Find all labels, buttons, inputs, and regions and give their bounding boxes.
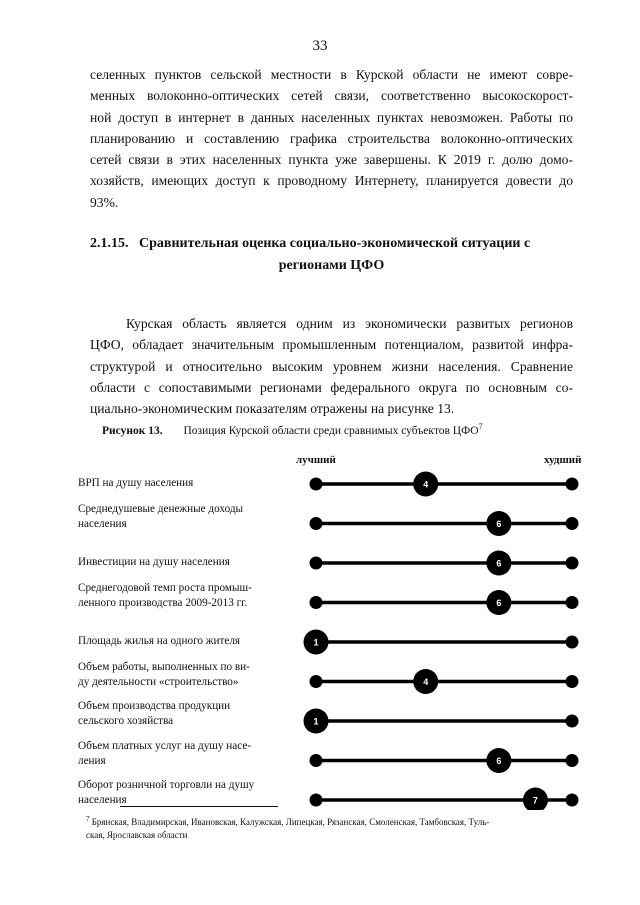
- section-heading: [90, 233, 573, 277]
- scale-endpoint-worst: [566, 596, 579, 609]
- scale-endpoint-best: [310, 754, 323, 767]
- section-title-line1: Сравнительная оценка социально-экономической ситуации с: [139, 236, 531, 251]
- scale-endpoint-best: [310, 794, 323, 807]
- rank-value: 4: [423, 677, 429, 687]
- indicator-label-line: Площадь жилья на одного жителя: [78, 635, 241, 647]
- indicator-label-line: Объем платных услуг на душу насе-: [78, 739, 252, 752]
- text-line: циально-экономическим показателям отражены на рисунке 13.: [90, 401, 455, 417]
- scale-worst-label: худший: [544, 454, 582, 466]
- text-line: менных волоконно-оптических сетей связи, соответственно высокоскорост-: [90, 88, 573, 104]
- indicator-label-line: ленного производства 2009-2013 гг.: [78, 596, 248, 609]
- text-line: сетей связи в этих населенных пункта уже завершены. К 2019 г. долю домо-: [90, 152, 573, 168]
- indicator-label-line: населения: [78, 517, 127, 530]
- indicator-label-line: ВРП на душу населения: [78, 477, 194, 489]
- intro-paragraph: [90, 64, 573, 213]
- text-line: планированию и составлению графика строительства волоконно-оптических: [90, 130, 573, 146]
- rank-value: 6: [496, 598, 502, 608]
- scale-endpoint-worst: [566, 517, 579, 530]
- indicator-label-line: Инвестиции на душу населения: [78, 556, 230, 568]
- scale-endpoint-worst: [566, 794, 579, 807]
- scale-endpoint-best: [310, 478, 323, 491]
- rank-value: 6: [496, 558, 502, 569]
- scale-endpoint-worst: [566, 557, 579, 570]
- indicator-label-line: ду деятельности «строительство»: [78, 675, 239, 688]
- indicator-label-line: ления: [78, 754, 106, 767]
- indicator-label-line: Среднегодовой темп роста промыш-: [78, 581, 252, 594]
- body-paragraph: [90, 313, 573, 419]
- text-line: области с сопоставимыми регионами федерального округа по основным со-: [90, 379, 573, 395]
- rank-value: 7: [532, 795, 538, 806]
- scale-endpoint-best: [310, 557, 323, 570]
- text-line: ной доступ в интернет в данных населенных пунктах невозможен. Работы по: [90, 109, 573, 125]
- text-line: структурой и относительно высоким уровнем жизни населения. Сравнение: [90, 358, 573, 374]
- indicator-label-line: Среднедушевые денежные доходы: [78, 502, 244, 515]
- chart-svg: [0, 450, 640, 810]
- section-title-line2: регионами ЦФО: [278, 258, 385, 273]
- scale-endpoint-worst: [566, 478, 579, 491]
- figure-label: Рисунок 13.: [102, 424, 163, 437]
- footnote-text: Брянская, Владимирская, Ивановская, Калужская, Липецкая, Рязанская, Смоленская, Тамбовская, Туль-: [91, 817, 490, 827]
- rank-value: 6: [496, 756, 502, 766]
- indicator-label-line: Оборот розничной торговли на душу: [78, 779, 255, 791]
- indicator-label-line: Объем производства продукции: [78, 700, 231, 712]
- scale-endpoint-best: [310, 675, 323, 688]
- footnote: [86, 813, 566, 842]
- text-line: селенных пунктов сельской местности в Курской области не имеют совре-: [90, 67, 573, 82]
- rank-value: 4: [423, 479, 429, 490]
- scale-endpoint-best: [310, 596, 323, 609]
- scale-endpoint-worst: [566, 754, 579, 767]
- page-number: 33: [312, 38, 328, 54]
- text-line: Курская область является одним из экономически развитых регионов: [126, 316, 573, 331]
- scale-endpoint-best: [310, 517, 323, 530]
- text-line: ЦФО, обладает значительным промышленным потенциалом, развитой инфра-: [90, 337, 573, 353]
- footnote-text-2: ская, Ярославская области: [86, 830, 188, 840]
- scale-endpoint-worst: [566, 675, 579, 688]
- rank-value: 1: [313, 637, 319, 648]
- text-line: 93%.: [90, 194, 119, 210]
- text-line: хозяйств, имеющих доступ к проводному Интернету, планируется довести до: [90, 173, 573, 189]
- footnote-divider: [120, 806, 278, 807]
- scale-endpoint-worst: [566, 715, 579, 728]
- rank-value: 6: [496, 519, 502, 529]
- indicator-label-line: населения: [78, 794, 127, 806]
- footnote-marker: 7: [86, 815, 90, 823]
- position-chart: [0, 450, 640, 810]
- indicator-label-line: Объем работы, выполненных по ви-: [78, 660, 250, 673]
- rank-value: 1: [313, 716, 319, 727]
- indicator-label-line: сельского хозяйства: [78, 715, 174, 727]
- section-number: 2.1.15.: [90, 236, 129, 251]
- scale-best-label: лучший: [296, 454, 336, 466]
- footnote-ref: 7: [478, 422, 483, 431]
- scale-endpoint-worst: [566, 636, 579, 649]
- figure-caption: [102, 422, 483, 437]
- figure-title: Позиция Курской области среди сравнимых субъектов ЦФО: [183, 424, 479, 437]
